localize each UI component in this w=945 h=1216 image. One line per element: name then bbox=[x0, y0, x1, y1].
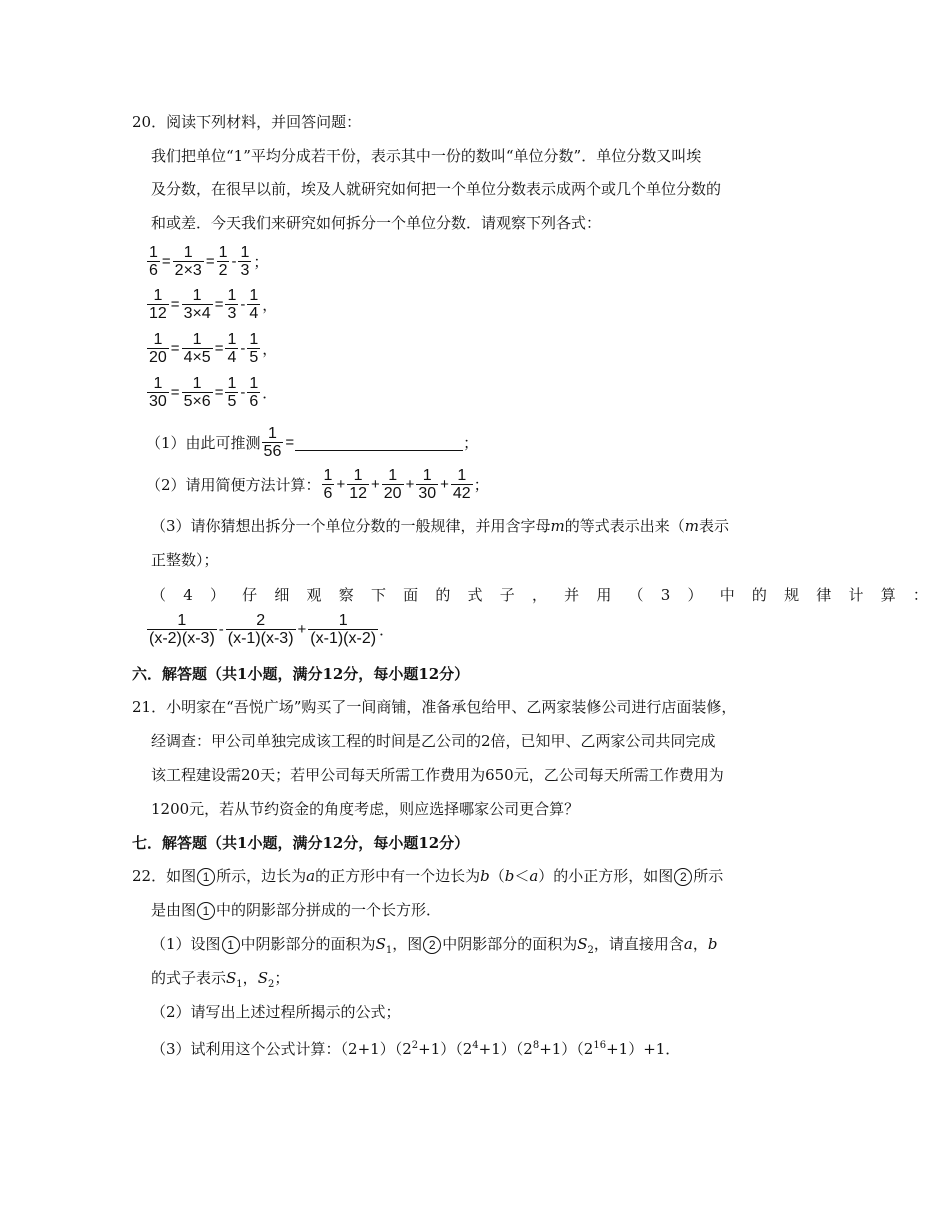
fraction: $\frac{1}{4}$ bbox=[227, 331, 237, 366]
q21-line-4: 1200元，若从节约资金的角度考虑，则应选择哪家公司更合算？ bbox=[151, 800, 580, 818]
fraction: $\frac{1}{12}$ bbox=[349, 467, 368, 502]
figure-1-marker: 1 bbox=[197, 868, 215, 886]
q20-paragraph-1: 我们把单位“1”平均分成若干份，表示其中一份的数叫“单位分数”．单位分数又叫埃 bbox=[151, 147, 702, 165]
fraction: $\frac{1}{(x-1)(x-2)}$ bbox=[310, 612, 377, 647]
q22-sub-2: （2）请写出上述过程所揭示的公式； bbox=[151, 1003, 401, 1021]
fraction: $\frac{1}{3}$ bbox=[227, 287, 237, 322]
sub-1-label: （1）由此可推测 bbox=[146, 434, 261, 452]
fraction: $\frac{1}{6}$ bbox=[149, 244, 158, 279]
q21-line-3: 该工程建设需20天；若甲公司每天所需工作费用为650元，乙公司每天所需工作费用为 bbox=[151, 766, 724, 784]
fraction: $\frac{1}{30}$ bbox=[149, 375, 167, 410]
fraction: $\frac{1}{5}$ bbox=[249, 331, 259, 366]
figure-1-marker: 1 bbox=[222, 936, 240, 954]
q20-sub-4-expression: $\frac{1}{(x-2)(x-3)}$ - $\frac{2}{(x-1)(x-3)}$ + $\frac{1}{(x-1)(x-2)}$ ． bbox=[149, 612, 395, 647]
q20-paragraph-2: 及分数，在很早以前，埃及人就研究如何把一个单位分数表示成两个或几个单位分数的 bbox=[151, 180, 722, 198]
q21-line-1: 21．小明家在“吾悦广场”购买了一间商铺，准备承包给甲、乙两家装修公司进行店面装修， bbox=[132, 698, 737, 716]
fraction: $\frac{1}{(x-2)(x-3)}$ bbox=[149, 612, 215, 647]
q22-line-1: 22．如图 1 所示，边长为a的正方形中有一个边长为b（b＜a）的小正方形，如图 2 所示 bbox=[132, 867, 724, 885]
fraction: $\frac{1}{4}$ bbox=[249, 287, 259, 322]
q21-line-2: 经调查：甲公司单独完成该工程的时间是乙公司的2倍，已知甲、乙两家公司共同完成 bbox=[151, 732, 716, 750]
q22-sub-1-line-2: 的式子表示$S_1$，$S_2$； bbox=[151, 969, 290, 990]
fraction: $\frac{1}{5\times 6}$ bbox=[183, 375, 211, 410]
q20-title: 20．阅读下列材料，并回答问题： bbox=[132, 113, 362, 131]
fraction: $\frac{1}{12}$ bbox=[149, 287, 167, 322]
fraction: $\frac{1}{3\times 4}$ bbox=[183, 287, 211, 322]
q22-line-2: 是由图 1 中的阴影部分拼成的一个长方形． bbox=[151, 901, 442, 919]
fraction: $\frac{1}{5}$ bbox=[227, 375, 237, 410]
fraction: $\frac{1}{3}$ bbox=[240, 244, 250, 279]
fraction: $\frac{1}{20}$ bbox=[383, 467, 402, 502]
q22-sub-1-line-1: （1）设图 1 中阴影部分的面积为$S_1$，图 2 中阴影部分的面积为$S_2$，请直接用含a，b bbox=[151, 935, 718, 956]
example-equation: $\frac{1}{12}$ = $\frac{1}{3\times 4}$ = $\frac{1}{3}$ - $\frac{1}{4}$ ， bbox=[149, 287, 278, 322]
q20-sub-4: （4）仔细观察下面的式子，并用（3）中的规律计算： bbox=[151, 586, 945, 604]
q22-sub-3: （3）试利用这个公式计算：$(2+1)(2^2+1)(2^4+1)(2^8+1)(2^{16}+1)+1$． bbox=[151, 1040, 681, 1058]
q20-sub-1: （1）由此可推测 $\frac{1}{56}$ = ； bbox=[146, 425, 479, 460]
fraction: $\frac{1}{4\times 5}$ bbox=[183, 331, 211, 366]
fraction: $\frac{1}{56}$ bbox=[263, 425, 282, 460]
sub-2-label: （2）请用简便方法计算： bbox=[146, 476, 321, 494]
section-6-heading: 六．解答题（共1小题，满分12分，每小题12分） bbox=[132, 665, 470, 683]
fraction: $\frac{1}{6}$ bbox=[249, 375, 259, 410]
fraction: $\frac{1}{42}$ bbox=[452, 467, 471, 502]
fraction: $\frac{1}{6}$ bbox=[323, 467, 333, 502]
example-equation: $\frac{1}{30}$ = $\frac{1}{5\times 6}$ = $\frac{1}{5}$ - $\frac{1}{6}$ ． bbox=[149, 375, 278, 410]
q20-sub-2: （2）请用简便方法计算： $\frac{1}{6}$ + $\frac{1}{12}$ + $\frac{1}{20}$ + $\frac{1}{30}$ + $\frac{1}{42}$ ； bbox=[146, 467, 489, 502]
section-7-heading: 七．解答题（共1小题，满分12分，每小题12分） bbox=[132, 834, 470, 852]
fraction: $\frac{1}{2}$ bbox=[218, 244, 228, 279]
example-equation: $\frac{1}{6}$ = $\frac{1}{2\times 3}$ = $\frac{1}{2}$ - $\frac{1}{3}$ ； bbox=[149, 244, 269, 279]
figure-1-marker: 1 bbox=[197, 902, 215, 920]
example-equation: $\frac{1}{20}$ = $\frac{1}{4\times 5}$ = $\frac{1}{4}$ - $\frac{1}{5}$ ， bbox=[149, 331, 278, 366]
fraction: $\frac{2}{(x-1)(x-3)}$ bbox=[227, 612, 294, 647]
q20-sub-3-line-2: 正整数）； bbox=[151, 551, 219, 569]
fraction: $\frac{1}{2\times 3}$ bbox=[174, 244, 202, 279]
answer-blank bbox=[295, 434, 463, 451]
figure-2-marker: 2 bbox=[674, 868, 692, 886]
q20-paragraph-3: 和或差．今天我们来研究如何拆分一个单位分数．请观察下列各式： bbox=[151, 214, 602, 232]
fraction: $\frac{1}{20}$ bbox=[149, 331, 167, 366]
q20-sub-3-line-1: （3）请你猜想出拆分一个单位分数的一般规律，并用含字母m的等式表示出来（m表示 bbox=[151, 517, 730, 535]
fraction: $\frac{1}{30}$ bbox=[418, 467, 437, 502]
figure-2-marker: 2 bbox=[423, 936, 441, 954]
